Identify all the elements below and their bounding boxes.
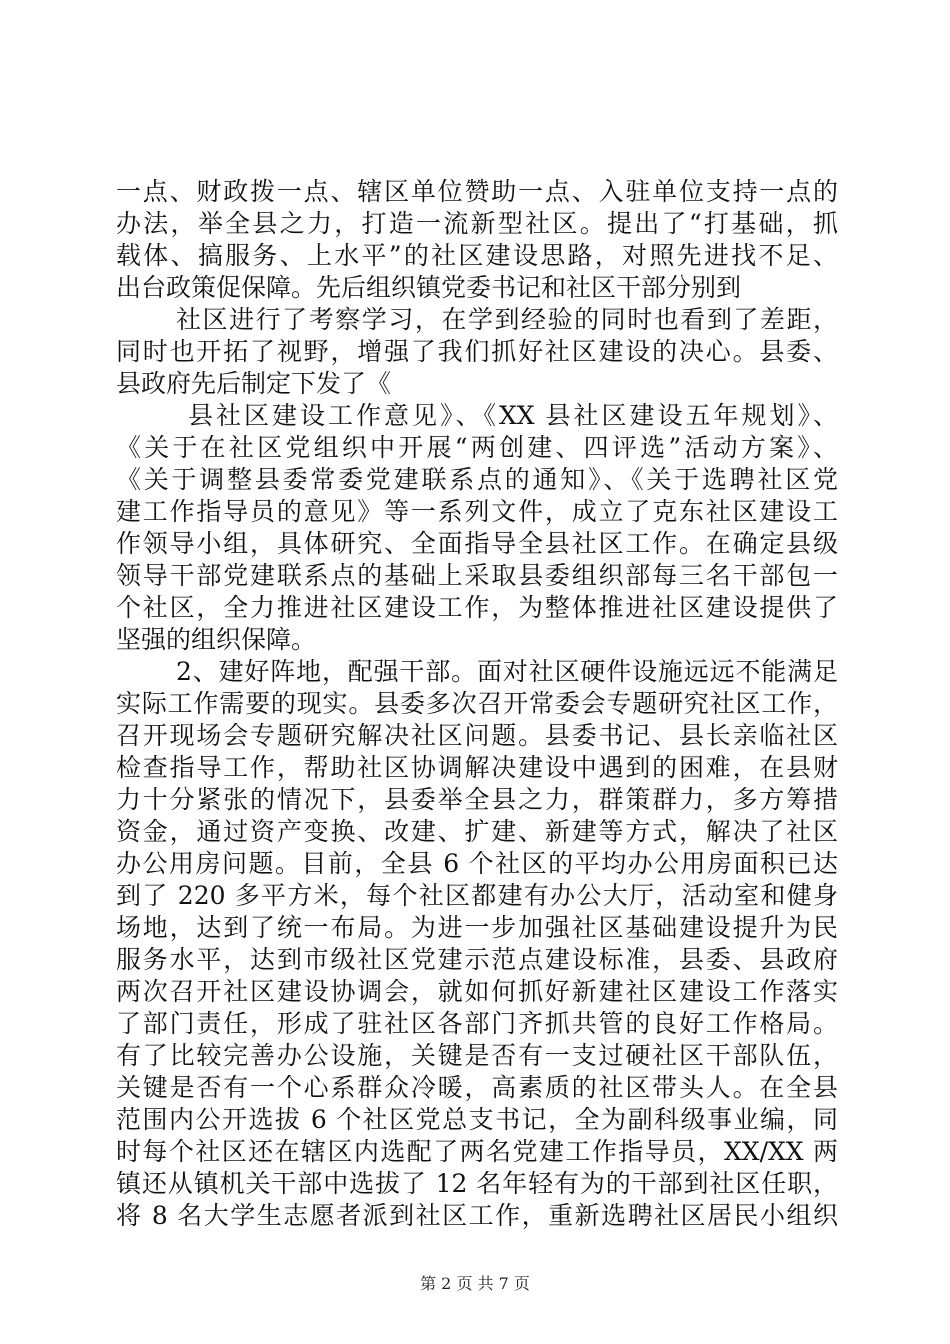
text-line: 《关于在社区党组织中开展“两创建、四评选”活动方案》、	[116, 433, 838, 462]
text-line: 出台政策促保障。先后组织镇党委书记和社区干部分别到	[116, 273, 742, 302]
text-line: 检查指导工作，帮助社区协调解决建设中遇到的困难，在县财	[116, 753, 838, 782]
text-line: 社区进行了考察学习，在学到经验的同时也看到了差距，	[176, 305, 838, 334]
text-line: 场地，达到了统一布局。为进一步加强社区基础建设提升为民	[116, 913, 838, 942]
text-line: 建工作指导员的意见》等一系列文件，成立了克东社区建设工	[116, 497, 838, 526]
text-line: 办公用房问题。目前，全县 6 个社区的平均办公用房面积已达	[116, 849, 838, 878]
text-line: 镇还从镇机关干部中选拔了 12 名年轻有为的干部到社区任职，	[116, 1169, 838, 1198]
text-line: 坚强的组织保障。	[116, 625, 317, 654]
text-line: 关键是否有一个心系群众冷暖，高素质的社区带头人。在全县	[116, 1073, 838, 1102]
text-line: 领导干部党建联系点的基础上采取县委组织部每三名干部包一	[116, 561, 838, 590]
text-line: 服务水平，达到市级社区党建示范点建设标准，县委、县政府	[116, 945, 838, 974]
text-line: 两次召开社区建设协调会，就如何抓好新建社区建设工作落实	[116, 977, 838, 1006]
text-line: 县政府先后制定下发了《	[116, 369, 392, 398]
text-line: 了部门责任，形成了驻社区各部门齐抓共管的良好工作格局。	[116, 1009, 838, 1038]
text-line: 县社区建设工作意见》、《XX 县社区建设五年规划》、	[188, 401, 838, 430]
text-line: 作领导小组，具体研究、全面指导全县社区工作。在确定县级	[116, 529, 838, 558]
text-line: 载体、搞服务、上水平”的社区建设思路，对照先进找不足、	[116, 241, 838, 270]
text-line: 资金，通过资产变换、改建、扩建、新建等方式，解决了社区	[116, 817, 838, 846]
text-line: 办法，举全县之力，打造一流新型社区。提出了“打基础，抓	[116, 209, 838, 238]
text-line: 《关于调整县委常委党建联系点的通知》、《关于选聘社区党	[116, 465, 838, 494]
text-line: 同时也开拓了视野，增强了我们抓好社区建设的决心。县委、	[116, 337, 838, 366]
text-line: 个社区，全力推进社区建设工作，为整体推进社区建设提供了	[116, 593, 838, 622]
text-line: 力十分紧张的情况下，县委举全县之力，群策群力，多方筹措	[116, 785, 838, 814]
text-line: 将 8 名大学生志愿者派到社区工作，重新选聘社区居民小组织	[116, 1201, 838, 1230]
text-line: 2、建好阵地，配强干部。面对社区硬件设施远远不能满足	[176, 657, 838, 686]
text-line: 实际工作需要的现实。县委多次召开常委会专题研究社区工作，	[116, 689, 838, 718]
text-line: 到了 220 多平方米，每个社区都建有办公大厅，活动室和健身	[116, 881, 838, 910]
text-line: 召开现场会专题研究解决社区问题。县委书记、县长亲临社区	[116, 721, 838, 750]
page-number-footer: 第 2 页 共 7 页	[420, 1274, 530, 1293]
text-line: 时每个社区还在辖区内选配了两名党建工作指导员，XX/XX 两	[116, 1137, 838, 1166]
text-line: 有了比较完善办公设施，关键是否有一支过硬社区干部队伍，	[116, 1041, 838, 1070]
body-text	[116, 176, 838, 1232]
text-line: 范围内公开选拔 6 个社区党总支书记，全为副科级事业编，同	[116, 1105, 838, 1134]
text-line: 一点、财政拨一点、辖区单位赞助一点、入驻单位支持一点的	[116, 177, 838, 206]
